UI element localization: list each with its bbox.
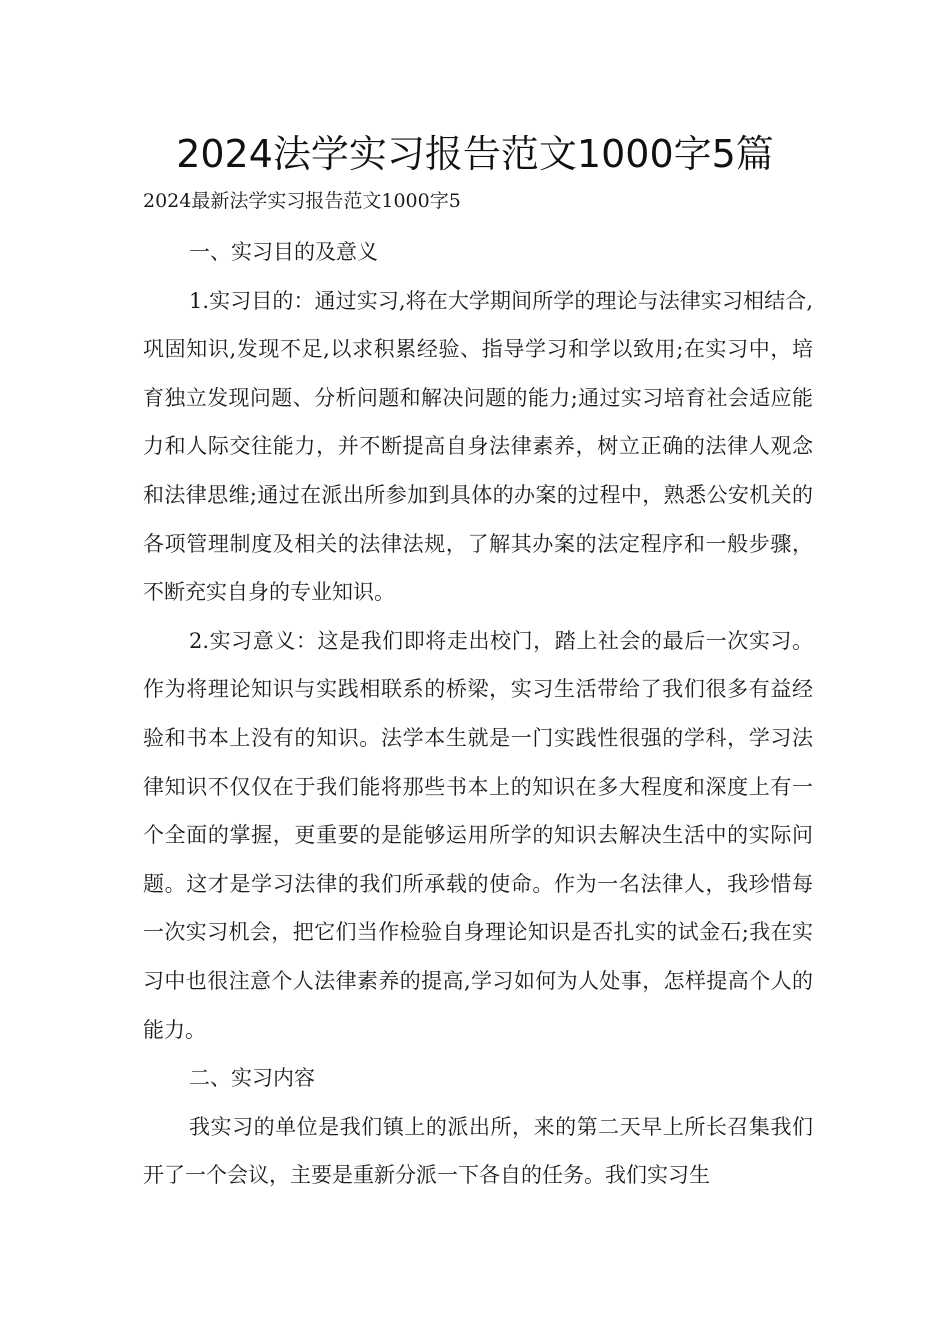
document-subtitle: 2024最新法学实习报告范文1000字5 xyxy=(143,190,461,212)
paragraph-purpose: 1.实习目的：通过实习,将在大学期间所学的理论与法律实习相结合,巩固知识,发现不足,以求积累经验、指导学习和学以致用;在实习中，培育独立发现问题、分析问题和解决问题的能力;通过实习培育社会适应能力和人际交往能力，并不断提高自身法律素养，树立正确的法律人观念和法律思维;通过在派出所参加到具体的办案的过程中，熟悉公安机关的各项管理制度及相关的法律法规，了解其办案的法定程序和一般步骤，不断充实自身的专业知识。 xyxy=(143,288,813,605)
document-title: 2024法学实习报告范文1000字5篇 xyxy=(176,132,774,176)
section-heading-purpose: 一、实习目的及意义 xyxy=(189,240,378,264)
paragraph-significance: 2.实习意义：这是我们即将走出校门，踏上社会的最后一次实习。作为将理论知识与实践相联系的桥梁，实习生活带给了我们很多有益经验和书本上没有的知识。法学本生就是一门实践性很强的学科，学习法律知识不仅仅在于我们能将那些书本上的知识在多大程度和深度上有一个全面的掌握，更重要的是能够运用所学的知识去解决生活中的实际问题。这才是学习法律的我们所承载的使命。作为一名法律人，我珍惜每一次实习机会，把它们当作检验自身理论知识是否扎实的试金石;我在实习中也很注意个人法律素养的提高,学习如何为人处事，怎样提高个人的能力。 xyxy=(143,628,813,1042)
section-heading-content: 二、实习内容 xyxy=(189,1066,315,1091)
document-body xyxy=(143,228,813,1200)
paragraph-content: 我实习的单位是我们镇上的派出所，来的第二天早上所长召集我们开了一个会议，主要是重新分派一下各自的任务。我们实习生 xyxy=(143,1114,813,1188)
